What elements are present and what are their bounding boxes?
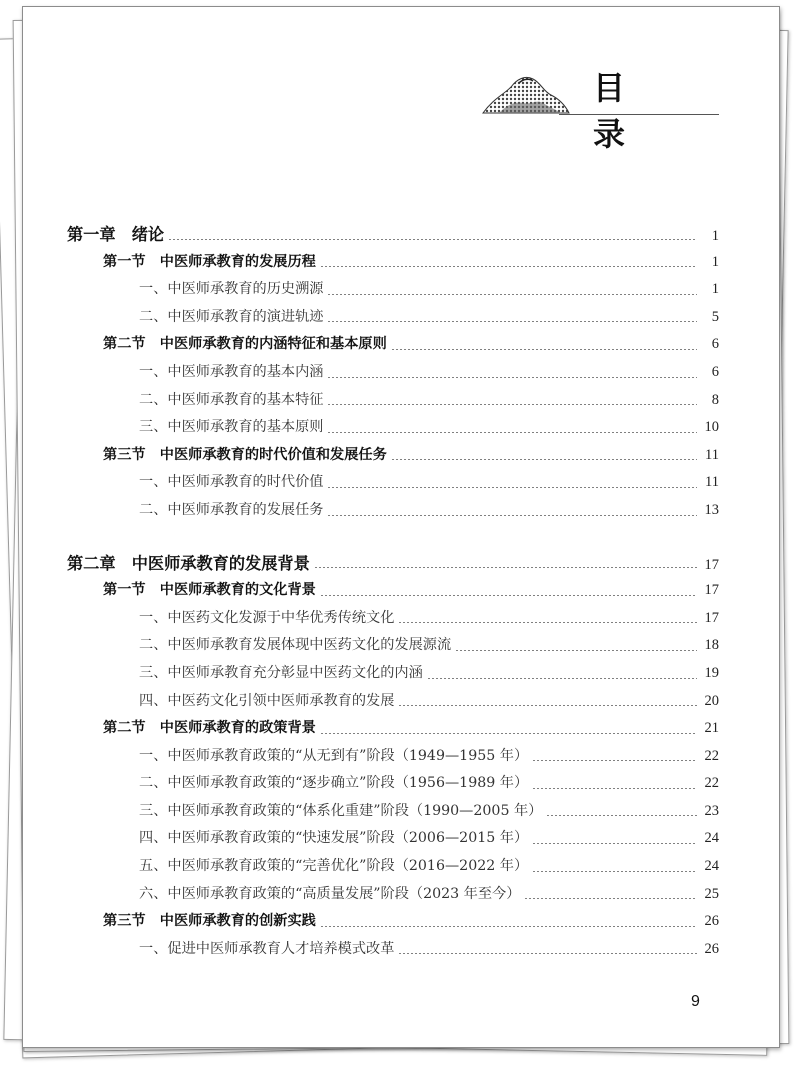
- toc-item-row[interactable]: [67, 605, 719, 633]
- toc-entry-title: 一、促进中医师承教育人才培养模式改革: [139, 940, 395, 957]
- toc-item-row[interactable]: [67, 387, 719, 415]
- toc-section-row[interactable]: [67, 249, 719, 277]
- dot-leader: [427, 678, 697, 679]
- toc-entry-title: 二、中医师承教育的演进轨迹: [139, 308, 324, 325]
- toc-item-row[interactable]: [67, 276, 719, 304]
- toc-entry-title: 第二节 中医师承教育的内涵特征和基本原则: [103, 336, 387, 353]
- toc-section-row[interactable]: [67, 715, 719, 743]
- dot-leader: [398, 705, 697, 706]
- dot-leader: [327, 432, 697, 433]
- toc-page-number: 26: [704, 940, 719, 957]
- dot-leader: [546, 815, 697, 816]
- toc-item-row[interactable]: [67, 660, 719, 688]
- toc-page-number: 17: [704, 556, 719, 573]
- toc-entry-title: 五、中医师承教育政策的“完善优化”阶段（2016—2022 年）: [139, 858, 529, 875]
- toc-entry-title: 三、中医师承教育政策的“体系化重建”阶段（1990—2005 年）: [139, 802, 543, 819]
- toc-page-number: 6: [711, 363, 719, 380]
- dot-leader: [532, 760, 697, 761]
- toc-section-row[interactable]: [67, 331, 719, 359]
- toc-chapter-row[interactable]: [67, 550, 719, 578]
- toc-page-number: 11: [705, 446, 719, 463]
- toc-entry-title: 四、中医药文化引领中医师承教育的发展: [139, 692, 395, 709]
- toc-item-row[interactable]: [67, 743, 719, 771]
- toc-page-number: 1: [711, 228, 719, 244]
- toc-entry-title: 三、中医师承教育的基本原则: [139, 419, 324, 436]
- toc-page: [22, 6, 780, 1048]
- toc-item-row[interactable]: [67, 770, 719, 798]
- toc-entry-title: 六、中医师承教育政策的“高质量发展”阶段（2023 年至今）: [139, 885, 521, 902]
- toc-page-number: 6: [711, 336, 719, 353]
- toc-chapter-1-group: [67, 221, 719, 525]
- toc-entry-title: 第二节 中医师承教育的政策背景: [103, 720, 316, 737]
- toc-entry-title: 四、中医师承教育政策的“快速发展”阶段（2006—2015 年）: [139, 830, 529, 847]
- dot-leader: [327, 404, 697, 405]
- toc-entry-title: 一、中医师承教育的历史溯源: [139, 281, 324, 298]
- toc-item-row[interactable]: [67, 414, 719, 442]
- toc-item-row[interactable]: [67, 497, 719, 525]
- dot-leader: [532, 788, 697, 789]
- page-title: 目 录: [593, 69, 654, 153]
- toc-page-number: 25: [704, 885, 719, 902]
- toc-entry-title: 一、中医药文化发源于中华优秀传统文化: [139, 609, 395, 626]
- dot-leader: [320, 733, 697, 734]
- toc-entry-title: 第三节 中医师承教育的时代价值和发展任务: [103, 446, 387, 463]
- toc-chapter-2-group: [67, 550, 719, 964]
- dot-leader: [524, 898, 697, 899]
- toc-page-number: 18: [704, 637, 719, 654]
- dot-leader: [391, 349, 697, 350]
- toc-page-number: 5: [711, 308, 719, 325]
- toc-item-row[interactable]: [67, 881, 719, 909]
- dot-leader: [532, 843, 697, 844]
- toc-entry-title: 二、中医师承教育的基本特征: [139, 391, 324, 408]
- toc-item-row[interactable]: [67, 936, 719, 964]
- toc-entry-title: 二、中医师承教育发展体现中医药文化的发展源流: [139, 637, 452, 654]
- toc-item-row[interactable]: [67, 359, 719, 387]
- dot-leader: [391, 459, 697, 460]
- toc-entry-title: 二、中医师承教育的发展任务: [139, 501, 324, 518]
- toc-page-number: 8: [711, 391, 719, 408]
- toc-page-number: 17: [704, 609, 719, 626]
- toc-page-number: 19: [704, 664, 719, 681]
- toc-entry-title: 二、中医师承教育政策的“逐步确立”阶段（1956—1989 年）: [139, 775, 529, 792]
- toc-item-row[interactable]: [67, 825, 719, 853]
- toc-item-row[interactable]: [67, 632, 719, 660]
- toc-item-row[interactable]: [67, 469, 719, 497]
- dot-leader: [320, 926, 697, 927]
- toc-section-row[interactable]: [67, 442, 719, 470]
- toc-chapter-row[interactable]: [67, 221, 719, 249]
- dot-leader: [398, 953, 697, 954]
- toc-page-number: 22: [704, 747, 719, 764]
- toc-item-row[interactable]: [67, 853, 719, 881]
- page-number: 9: [691, 993, 700, 1010]
- toc-page-number: 24: [704, 858, 719, 875]
- toc-page-number: 20: [704, 692, 719, 709]
- table-of-contents: [67, 221, 719, 963]
- toc-entry-title: 一、中医师承教育政策的“从无到有”阶段（1949—1955 年）: [139, 747, 529, 764]
- toc-page-number: 10: [704, 419, 719, 436]
- dot-leader: [327, 377, 697, 378]
- dot-leader: [398, 622, 697, 623]
- dot-leader: [320, 266, 697, 267]
- toc-section-row[interactable]: [67, 908, 719, 936]
- toc-entry-title: 一、中医师承教育的时代价值: [139, 474, 324, 491]
- page-header: [481, 61, 721, 153]
- toc-page-number: 17: [704, 582, 719, 599]
- toc-item-row[interactable]: [67, 304, 719, 332]
- title-underline: [559, 114, 719, 115]
- dot-leader: [327, 487, 697, 488]
- toc-entry-title: 第二章 中医师承教育的发展背景: [67, 553, 310, 573]
- dot-leader: [327, 515, 697, 516]
- mountain-waves-icon: [481, 69, 571, 115]
- toc-item-row[interactable]: [67, 798, 719, 826]
- dot-leader: [327, 294, 697, 295]
- dot-leader: [327, 321, 697, 322]
- dot-leader: [168, 239, 697, 240]
- toc-entry-title: 第一节 中医师承教育的文化背景: [103, 582, 316, 599]
- dot-leader: [455, 650, 697, 651]
- toc-page-number: 11: [705, 474, 719, 491]
- toc-page-number: 1: [711, 253, 719, 270]
- toc-entry-title: 一、中医师承教育的基本内涵: [139, 363, 324, 380]
- toc-page-number: 22: [704, 775, 719, 792]
- dot-leader: [532, 871, 697, 872]
- toc-entry-title: 第三节 中医师承教育的创新实践: [103, 913, 316, 930]
- toc-page-number: 26: [704, 913, 719, 930]
- toc-page-number: 21: [704, 720, 719, 737]
- toc-page-number: 24: [704, 830, 719, 847]
- toc-page-number: 23: [704, 802, 719, 819]
- toc-item-row[interactable]: [67, 688, 719, 716]
- toc-page-number: 13: [704, 501, 719, 518]
- toc-section-row[interactable]: [67, 577, 719, 605]
- toc-page-number: 1: [711, 281, 719, 298]
- toc-entry-title: 三、中医师承教育充分彰显中医药文化的内涵: [139, 664, 423, 681]
- toc-entry-title: 第一章 绪论: [67, 225, 165, 244]
- dot-leader: [320, 595, 697, 596]
- toc-entry-title: 第一节 中医师承教育的发展历程: [103, 253, 316, 270]
- dot-leader: [314, 567, 697, 568]
